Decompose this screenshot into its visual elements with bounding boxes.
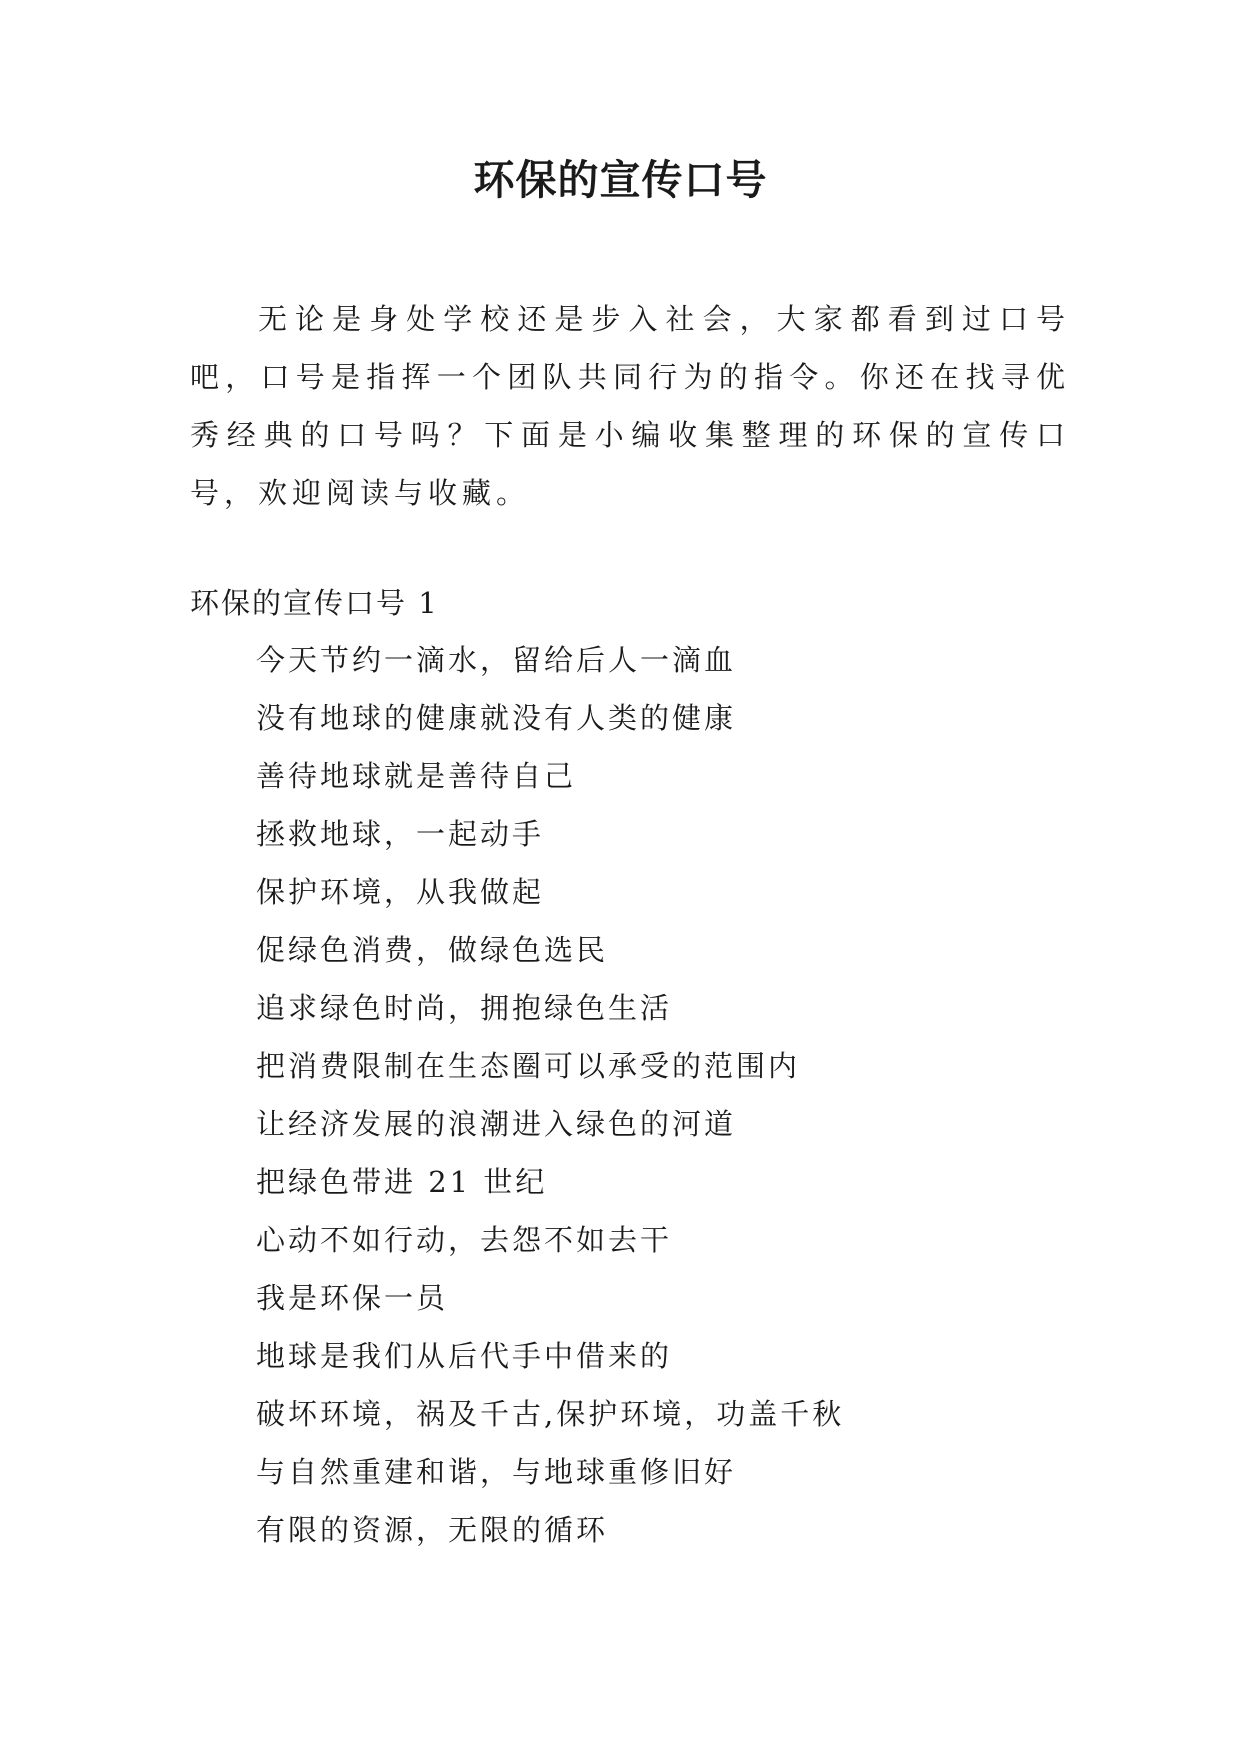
slogan-item: 保护环境，从我做起: [256, 875, 545, 909]
slogan-item: 把绿色带进 21 世纪: [256, 1165, 548, 1199]
slogan-item: 地球是我们从后代手中借来的: [256, 1339, 673, 1373]
slogan-item: 善待地球就是善待自己: [256, 759, 577, 793]
slogan-item: 拯救地球，一起动手: [256, 817, 545, 851]
section-heading: 环保的宣传口号 1: [190, 586, 439, 620]
slogan-item: 心动不如行动，去怨不如去干: [256, 1223, 673, 1257]
slogan-item: 把消费限制在生态圈可以承受的范围内: [256, 1049, 801, 1083]
slogan-item: 与自然重建和谐，与地球重修旧好: [256, 1455, 737, 1489]
slogan-item: 我是环保一员: [256, 1281, 449, 1315]
slogan-item: 让经济发展的浪潮进入绿色的河道: [256, 1107, 737, 1141]
slogan-item: 追求绿色时尚，拥抱绿色生活: [256, 991, 673, 1025]
slogan-list: [256, 640, 844, 1568]
slogan-item: 促绿色消费，做绿色选民: [256, 933, 609, 967]
slogan-item: 今天节约一滴水，留给后人一滴血: [256, 643, 737, 677]
slogan-item: 破坏环境，祸及千古,保护环境，功盖千秋: [256, 1397, 845, 1431]
slogan-item: 有限的资源，无限的循环: [256, 1513, 609, 1547]
intro-paragraph: 无论是身处学校还是步入社会，大家都看到过口号吧，口号是指挥一个团队共同行为的指令。你还在找寻优秀经典的口号吗？下面是小编收集整理的环保的宣传口号，欢迎阅读与收藏。: [190, 302, 1070, 510]
slogan-item: 没有地球的健康就没有人类的健康: [256, 701, 737, 735]
document-title: 环保的宣传口号: [473, 156, 768, 204]
